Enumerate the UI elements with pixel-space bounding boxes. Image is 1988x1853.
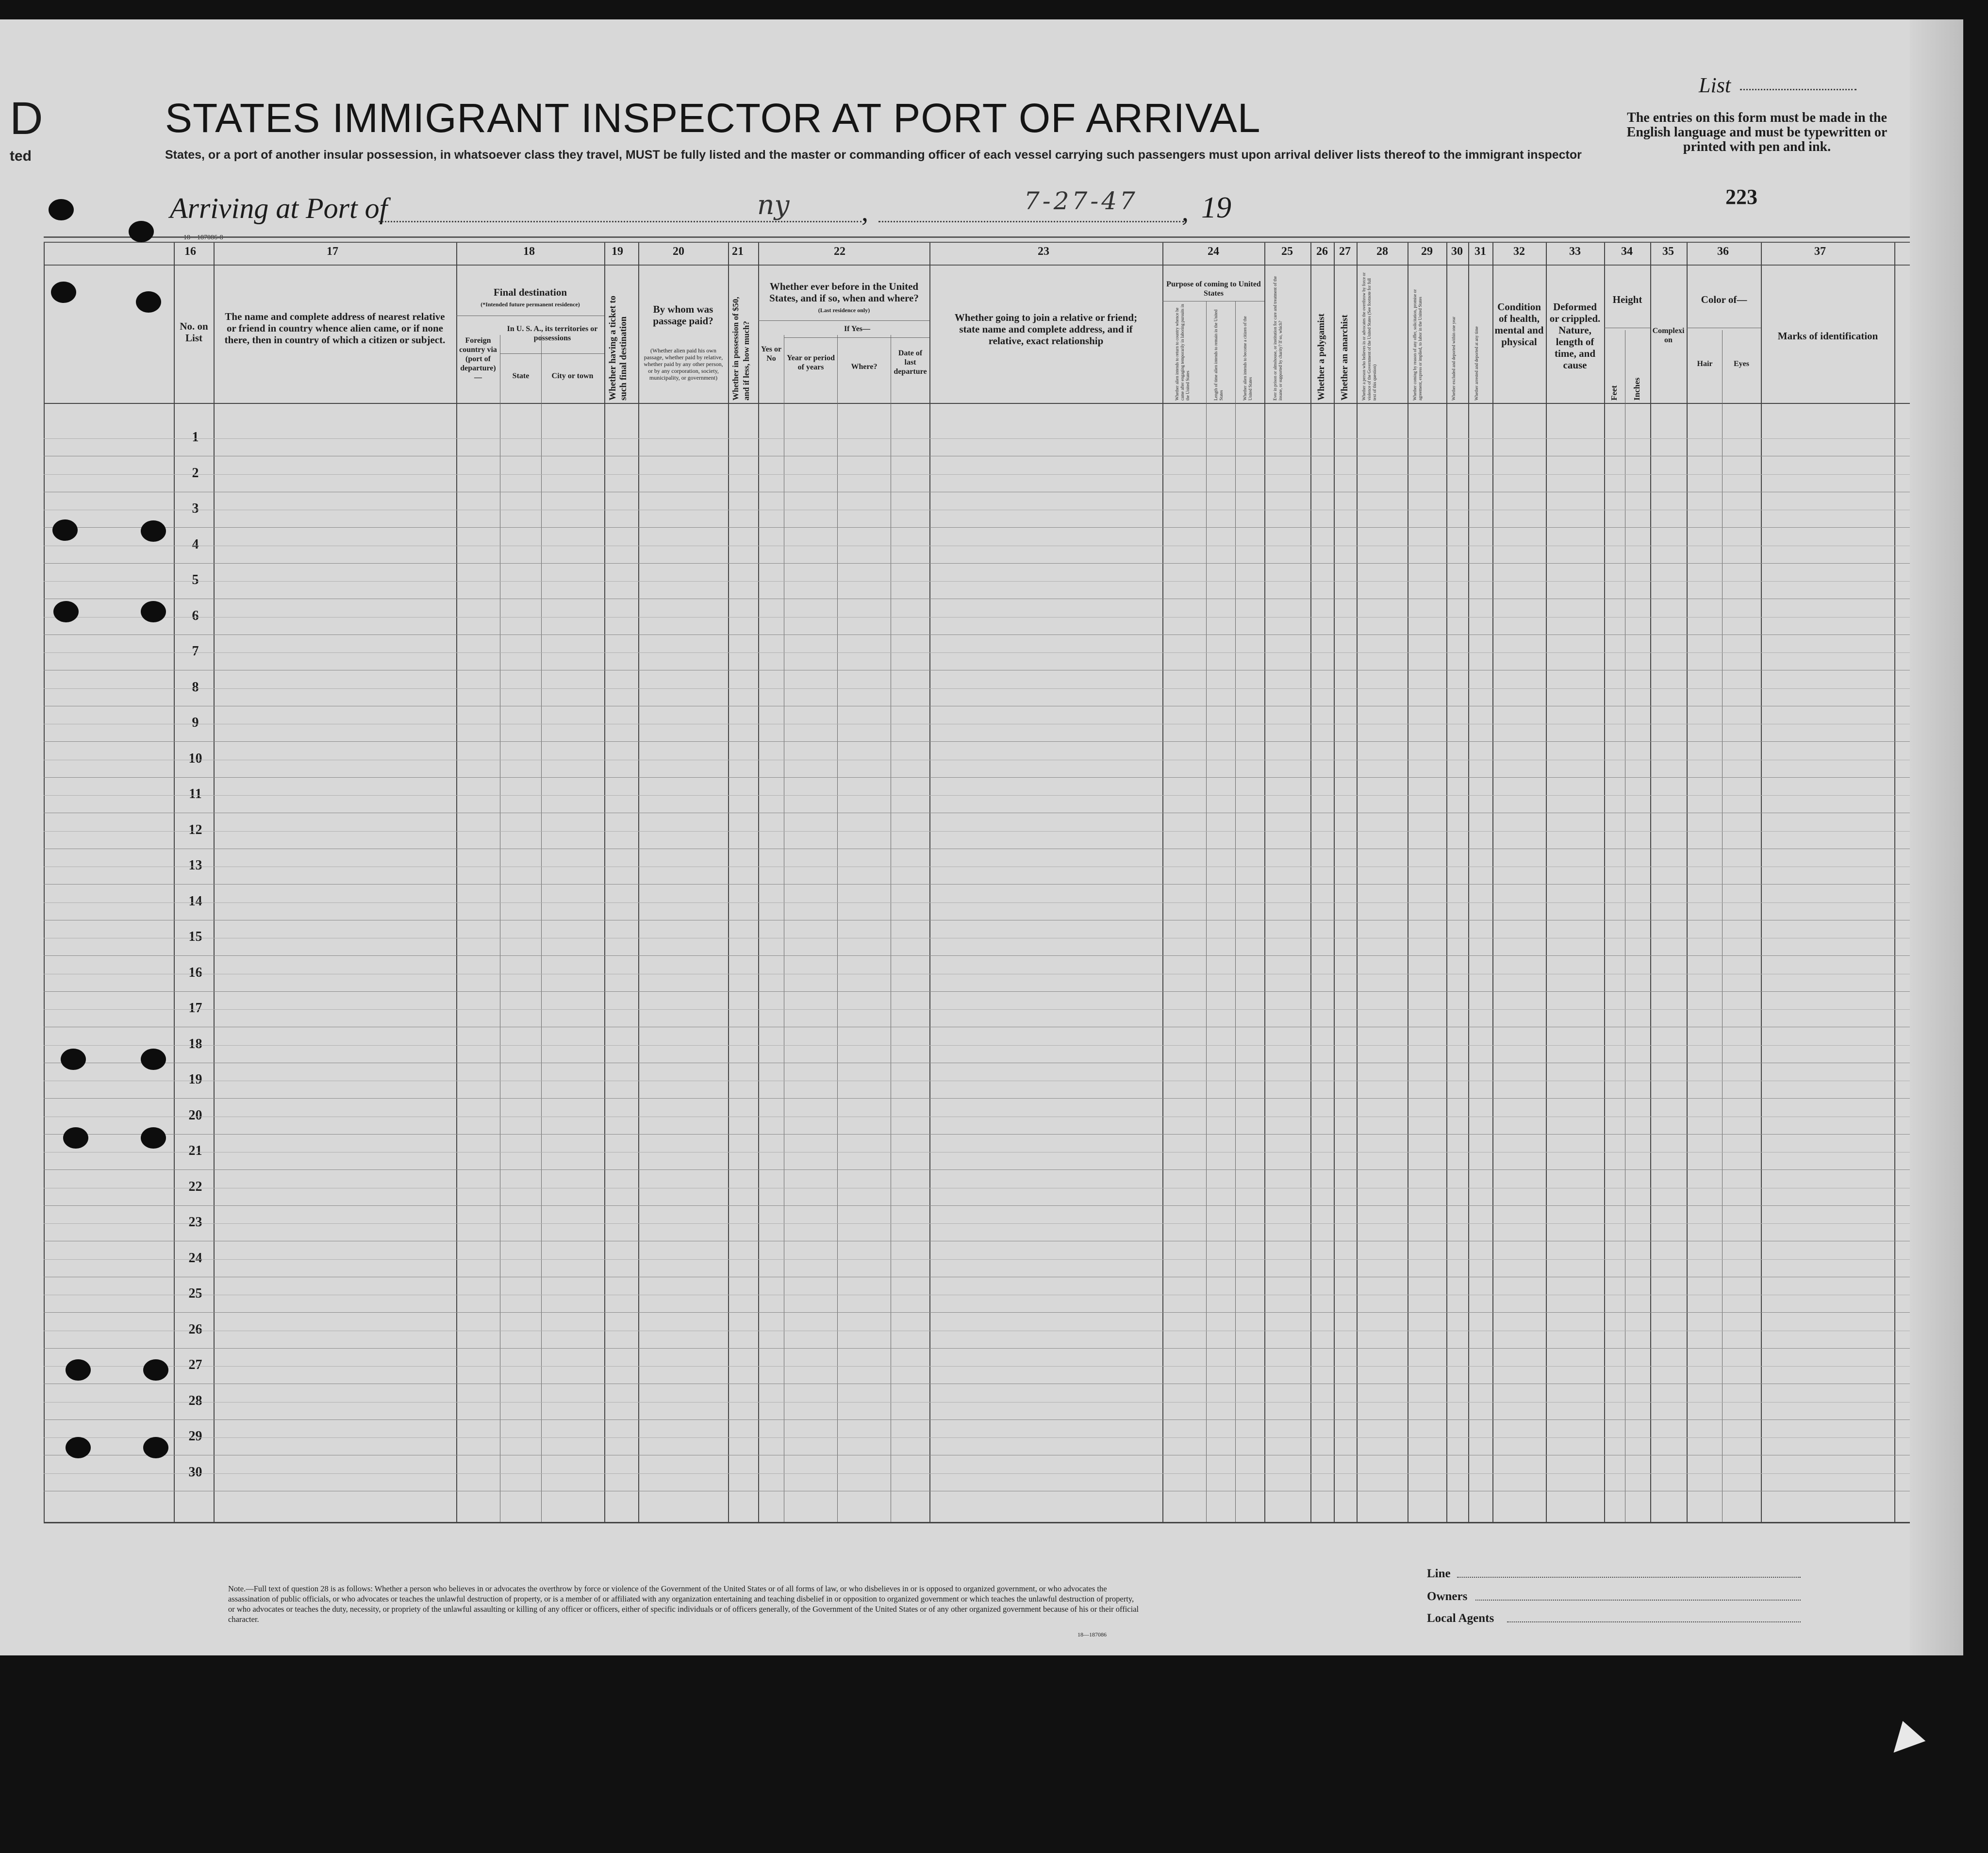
row-half-line	[44, 795, 1910, 796]
header-final-destination: Final destination	[493, 286, 567, 298]
punch-hole	[49, 199, 74, 220]
row-line	[44, 1205, 1910, 1206]
col-num-31: 31	[1474, 245, 1486, 258]
header-inches: Inches	[1632, 377, 1641, 401]
handwritten-port: ny	[757, 189, 790, 220]
col-num-27: 27	[1339, 245, 1351, 258]
year-prefix: 19	[1201, 191, 1231, 224]
row-line	[44, 634, 1910, 635]
row-number: 3	[192, 501, 199, 516]
col-num-21: 21	[732, 245, 744, 258]
header-height: Height	[1612, 294, 1642, 305]
row-half-line	[44, 1223, 1910, 1224]
col-num-22: 22	[834, 245, 845, 258]
header-if-yes: If Yes—	[844, 325, 871, 333]
owners-label: Owners	[1427, 1590, 1468, 1603]
footnote-question-28: Note.—Full text of question 28 is as follows: Whether a person who believes in or advocates the overthrow by force or violence of the Government of the United States or of all forms of law, or who disbelieves in or is opposed to organized government, or who advocates the assassination of public officials, or who advocates or teaches the unlawful destruction of property, or is a member of or affiliated with any organization entertaining and teaching disbelief in or opposition to organized government or which teaches the unlawful destruction of property, or who advocates or teaches the duty, necessity, or propriety of the unlawful assaulting or killing of any officer or officers, either of specific individuals or of officers generally, of the Government of the United States or of any other organized government because of his or their official character.	[228, 1584, 1139, 1624]
stub-text: ted	[10, 148, 32, 164]
header-state: State	[512, 372, 530, 380]
row-number: 17	[188, 1001, 202, 1016]
header-city: City or town	[551, 372, 594, 380]
row-number: 10	[188, 751, 202, 766]
header-in-usa: In U. S. A., its territories or possessions	[507, 325, 598, 342]
header-purpose-length: Length of time alien intends to remain in the United States	[1213, 309, 1224, 401]
header-feet: Feet	[1609, 385, 1619, 401]
col-num-24: 24	[1208, 245, 1219, 258]
punch-hole	[52, 519, 78, 541]
subcol-line	[541, 335, 542, 1522]
row-number: 6	[192, 608, 199, 623]
col-num-35: 35	[1662, 245, 1674, 258]
line-label: Line	[1427, 1567, 1451, 1580]
header-complexion: Complexion	[1652, 327, 1685, 344]
punch-hole	[143, 1437, 168, 1458]
form-subtitle: States, or a port of another insular possession, in whatsoever class they travel, MUST be fully listed and the master or commanding officer of each vessel carrying such passengers must upon arrival deliver lists thereof to the immigrant inspector	[165, 148, 1582, 162]
col-num-34: 34	[1621, 245, 1633, 258]
header-yes-no: Yes or No	[761, 345, 782, 363]
punch-hole	[136, 291, 161, 313]
row-half-line	[44, 438, 1910, 439]
row-number: 11	[189, 786, 202, 801]
page-fold	[1910, 19, 1963, 1655]
punch-hole	[143, 1359, 168, 1381]
subcol-line	[837, 335, 838, 1522]
row-number: 16	[188, 965, 202, 980]
row-line	[44, 741, 1910, 742]
col-num-28: 28	[1376, 245, 1388, 258]
header-rule	[44, 236, 1910, 238]
row-number: 13	[188, 858, 202, 873]
form-code: 18—187086-8	[183, 234, 223, 241]
row-number: 26	[188, 1321, 202, 1337]
punch-hole	[141, 601, 166, 622]
col-num-16: 16	[184, 245, 196, 258]
row-number: 25	[188, 1286, 202, 1301]
row-line	[44, 1098, 1910, 1099]
header-ever-before-us-sub: (Last residence only)	[818, 307, 870, 314]
row-half-line	[44, 1437, 1910, 1438]
table-bottom-rule	[44, 1522, 1910, 1523]
col-num-25: 25	[1281, 245, 1293, 258]
row-number: 14	[188, 893, 202, 909]
row-half-line	[44, 1045, 1910, 1046]
row-number: 15	[188, 929, 202, 944]
row-half-line	[44, 581, 1910, 582]
row-number: 24	[188, 1250, 202, 1266]
punch-hole	[141, 520, 166, 542]
row-half-line	[44, 617, 1910, 618]
punch-hole	[129, 221, 154, 242]
col-num-37: 37	[1814, 245, 1826, 258]
handwritten-date: 7-27-47	[1024, 187, 1138, 215]
punch-hole	[141, 1127, 166, 1149]
header-offer-labor: Whether coming by reason of any offer, solicitation, promise or agreement, express or implied, to labor in the United States	[1412, 289, 1423, 401]
agents-label: Local Agents	[1427, 1612, 1494, 1625]
header-passage-paid-note: (Whether alien paid his own passage, whether paid by relative, whether paid by any other person, or by any corporation, society, municipality, or government)	[644, 347, 723, 381]
header-eyes: Eyes	[1734, 360, 1749, 368]
row-number: 12	[188, 822, 202, 837]
list-label: List	[1699, 73, 1731, 97]
row-half-line	[44, 688, 1910, 689]
row-half-line	[44, 474, 1910, 475]
row-number: 8	[192, 679, 199, 695]
header-date-departure: Date of last departure	[894, 349, 927, 376]
row-number: 18	[188, 1036, 202, 1052]
col-num-23: 23	[1038, 245, 1049, 258]
header-overthrow: Whether a person who believes in or advocates the overthrow by force or violence of the Government of the United States (See footnote for full text of this question)	[1361, 272, 1377, 401]
header-purpose-return: Whether alien intends to return to country whence he came after engaging temporarily in laboring pursuits in the United States	[1175, 304, 1190, 401]
header-join-relative: Whether going to join a relative or friend; state name and complete address, and if relative, exact relationship	[954, 312, 1138, 347]
col-num-26: 26	[1316, 245, 1328, 258]
punch-hole	[63, 1127, 88, 1149]
header-foreign-country: Foreign country via (port of departure)—	[459, 336, 497, 382]
row-number: 2	[192, 465, 199, 481]
punch-hole	[66, 1359, 91, 1381]
col-num-20: 20	[673, 245, 684, 258]
date-fill-line	[878, 221, 1184, 222]
header-excluded: Whether excluded and deported within one year	[1451, 317, 1456, 401]
row-number: 19	[188, 1072, 202, 1087]
row-half-line	[44, 1259, 1910, 1260]
subcol-line	[1235, 301, 1236, 1522]
owners-fill-line	[1475, 1600, 1801, 1601]
column-number-rule	[44, 265, 1910, 266]
subcol-line	[1722, 330, 1723, 1522]
col-num-33: 33	[1569, 245, 1581, 258]
row-half-line	[44, 652, 1910, 653]
col-num-29: 29	[1421, 245, 1433, 258]
row-line	[44, 1312, 1910, 1313]
row-number: 30	[188, 1464, 202, 1480]
header-where: Where?	[851, 363, 878, 371]
c22-sub-rule	[758, 320, 929, 321]
col-num-17: 17	[327, 245, 338, 258]
col-num-19: 19	[612, 245, 623, 258]
header-passage-paid: By whom was passage paid?	[653, 303, 713, 327]
punch-hole	[141, 1049, 166, 1070]
punch-hole	[51, 282, 76, 303]
c22-sub-rule	[784, 337, 929, 338]
row-number: 5	[192, 572, 199, 587]
row-number: 23	[188, 1215, 202, 1230]
row-number: 9	[192, 715, 199, 730]
header-bottom-rule	[44, 403, 1910, 404]
row-half-line	[44, 1473, 1910, 1474]
row-line	[44, 563, 1910, 564]
header-health: Condition of health, mental and physical	[1494, 301, 1544, 348]
subcol-line	[1206, 301, 1207, 1522]
header-purpose-citizen: Whether alien intends to become a citizen of the United States	[1242, 316, 1253, 401]
header-ever-before-us: Whether ever before in the United States, and if so, when and where?	[769, 281, 919, 304]
punch-hole	[66, 1437, 91, 1458]
row-line	[44, 1134, 1910, 1135]
row-line	[44, 527, 1910, 528]
col-num-30: 30	[1451, 245, 1463, 258]
header-no-on-list: No. on List	[180, 320, 208, 344]
entry-notice: The entries on this form must be made in the English language and must be typewritten or printed with pen and ink.	[1626, 110, 1888, 154]
col-num-32: 32	[1513, 245, 1525, 258]
row-line	[44, 884, 1910, 885]
row-number: 22	[188, 1179, 202, 1194]
row-number: 21	[188, 1143, 202, 1158]
row-number: 1	[192, 430, 199, 445]
header-prison: Ever in prison or almshouse, or institution for care and treatment of the insane, or supported by charity? If so, which?	[1273, 276, 1283, 401]
form-title: STATES IMMIGRANT INSPECTOR AT PORT OF ARRIVAL	[165, 95, 1261, 141]
stub-letter: D	[10, 93, 43, 144]
header-relative-address: The name and complete address of nearest relative or friend in country whence alien came, or if none there, then in country of which a citizen or subject.	[224, 311, 446, 346]
row-number: 7	[192, 644, 199, 659]
row-number: 27	[188, 1357, 202, 1372]
line-fill-line	[1457, 1577, 1801, 1578]
header-purpose: Purpose of coming to United States	[1166, 280, 1261, 298]
row-line	[44, 777, 1910, 778]
row-line	[44, 955, 1910, 956]
row-half-line	[44, 902, 1910, 903]
header-polygamist: Whether a polygamist	[1316, 313, 1326, 401]
row-half-line	[44, 831, 1910, 832]
port-fill-line	[379, 221, 861, 222]
arriving-label: Arriving at Port of	[170, 192, 388, 224]
header-deformed: Deformed or crippled. Nature, length of time, and cause	[1549, 301, 1601, 371]
header-ticket: Whether having a ticket to such final destination	[608, 295, 629, 401]
row-half-line	[44, 1366, 1910, 1367]
comma: ,	[861, 197, 868, 227]
row-line	[44, 1348, 1910, 1349]
row-line	[44, 1419, 1910, 1420]
c18-sub-rule	[500, 353, 604, 354]
col-num-18: 18	[523, 245, 535, 258]
row-half-line	[44, 1009, 1910, 1010]
row-number: 29	[188, 1429, 202, 1444]
header-arrested: Whether arrested and deported at any time	[1474, 326, 1479, 401]
header-final-destination-sub: (*Intended future permanent residence)	[480, 301, 580, 308]
row-number: 4	[192, 536, 199, 552]
header-rule	[44, 242, 1910, 243]
punch-hole	[61, 1049, 86, 1070]
agents-fill-line	[1507, 1621, 1801, 1622]
header-hair: Hair	[1697, 360, 1713, 368]
row-number: 28	[188, 1393, 202, 1408]
col-num-36: 36	[1717, 245, 1729, 258]
header-fifty-dollars: Whether in possession of $50, and if less, how much?	[731, 297, 751, 401]
row-line	[44, 1169, 1910, 1170]
header-anarchist: Whether an anarchist	[1340, 315, 1350, 401]
footnote-code: 18—187086	[1077, 1631, 1107, 1638]
header-marks: Marks of identification	[1777, 330, 1878, 342]
row-line	[44, 991, 1910, 992]
comma: ,	[1182, 197, 1189, 227]
list-number: 223	[1725, 185, 1757, 209]
punch-hole	[53, 601, 79, 622]
paper-fragment	[1885, 1716, 1926, 1753]
list-fill-line	[1740, 89, 1856, 90]
header-color-of: Color of—	[1701, 294, 1747, 305]
header-year-period: Year or period of years	[787, 354, 835, 371]
row-number: 20	[188, 1107, 202, 1123]
